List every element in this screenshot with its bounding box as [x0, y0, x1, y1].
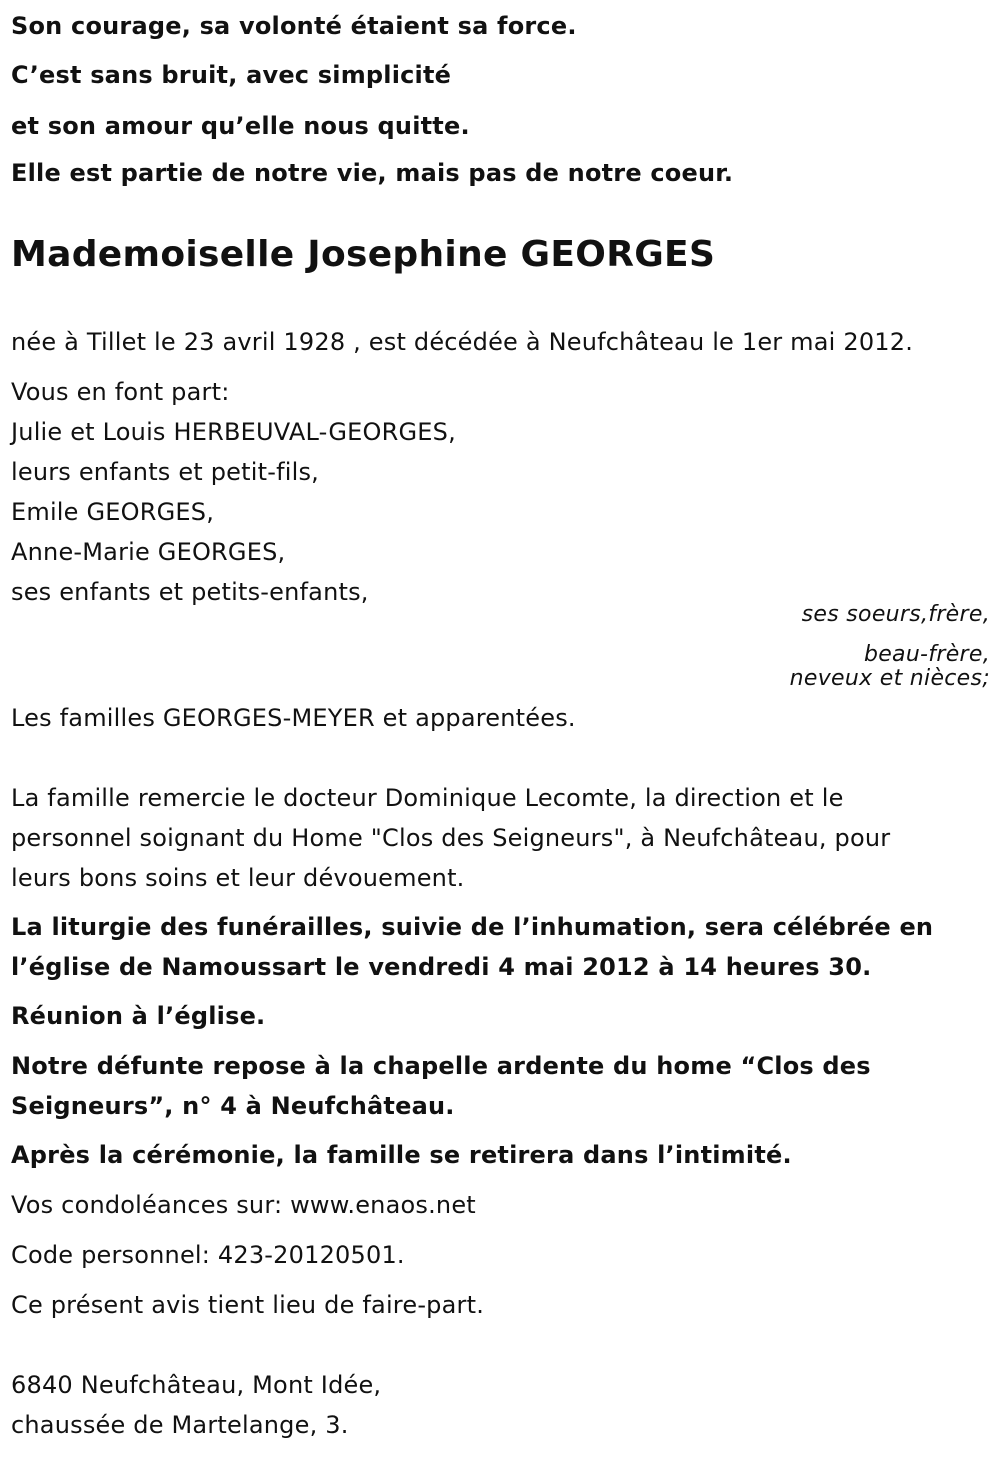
- after-ceremony-line: Après la cérémonie, la famille se retirera dans l’intimité.: [11, 1141, 792, 1169]
- family-line-2: Julie et Louis HERBEUVAL-GEORGES,: [11, 418, 456, 446]
- family-line-1: Vous en font part:: [11, 378, 230, 406]
- family-line-4: Emile GEORGES,: [11, 498, 215, 526]
- family-line-5: Anne-Marie GEORGES,: [11, 538, 286, 566]
- relatives-right-1: ses soeurs,frère,: [801, 602, 990, 627]
- thanks-line-3: leurs bons soins et leur dévouement.: [11, 864, 465, 892]
- families-line: Les familles GEORGES-MEYER et apparentées.: [11, 704, 576, 732]
- notice-line: Ce présent avis tient lieu de faire-part.: [11, 1291, 485, 1319]
- relatives-right-2: beau-frère,: [863, 642, 990, 667]
- family-line-3: leurs enfants et petit-fils,: [11, 458, 320, 486]
- address-line-2: chaussée de Martelange, 3.: [11, 1411, 349, 1439]
- liturgy-line-1: La liturgie des funérailles, suivie de l’inhumation, sera célébrée en: [11, 913, 934, 941]
- poem-line-3: et son amour qu’elle nous quitte.: [11, 112, 470, 140]
- poem-line-2: C’est sans bruit, avec simplicité: [11, 61, 452, 89]
- poem-line-1: Son courage, sa volonté étaient sa force.: [11, 12, 577, 40]
- liturgy-line-2: l’église de Namoussart le vendredi 4 mai 2012 à 14 heures 30.: [11, 953, 872, 981]
- deceased-name: Mademoiselle Josephine GEORGES: [11, 234, 716, 275]
- personal-code-line: Code personnel: 423-20120501.: [11, 1241, 405, 1269]
- thanks-line-1: La famille remercie le docteur Dominique Lecomte, la direction et le: [11, 784, 844, 812]
- relatives-right-3: neveux et nièces;: [789, 666, 990, 691]
- poem-line-4: Elle est partie de notre vie, mais pas de notre coeur.: [11, 159, 734, 187]
- meeting-line: Réunion à l’église.: [11, 1002, 266, 1030]
- address-line-1: 6840 Neufchâteau, Mont Idée,: [11, 1371, 382, 1399]
- condolences-line: Vos condoléances sur: www.enaos.net: [11, 1191, 476, 1219]
- birth-death-line: née à Tillet le 23 avril 1928 , est décédée à Neufchâteau le 1er mai 2012.: [11, 328, 914, 356]
- family-line-6: ses enfants et petits-enfants,: [11, 578, 369, 606]
- thanks-line-2: personnel soignant du Home "Clos des Seigneurs", à Neufchâteau, pour: [11, 824, 891, 852]
- repose-line-1: Notre défunte repose à la chapelle ardente du home “Clos des: [11, 1052, 871, 1080]
- repose-line-2: Seigneurs”, n° 4 à Neufchâteau.: [11, 1092, 455, 1120]
